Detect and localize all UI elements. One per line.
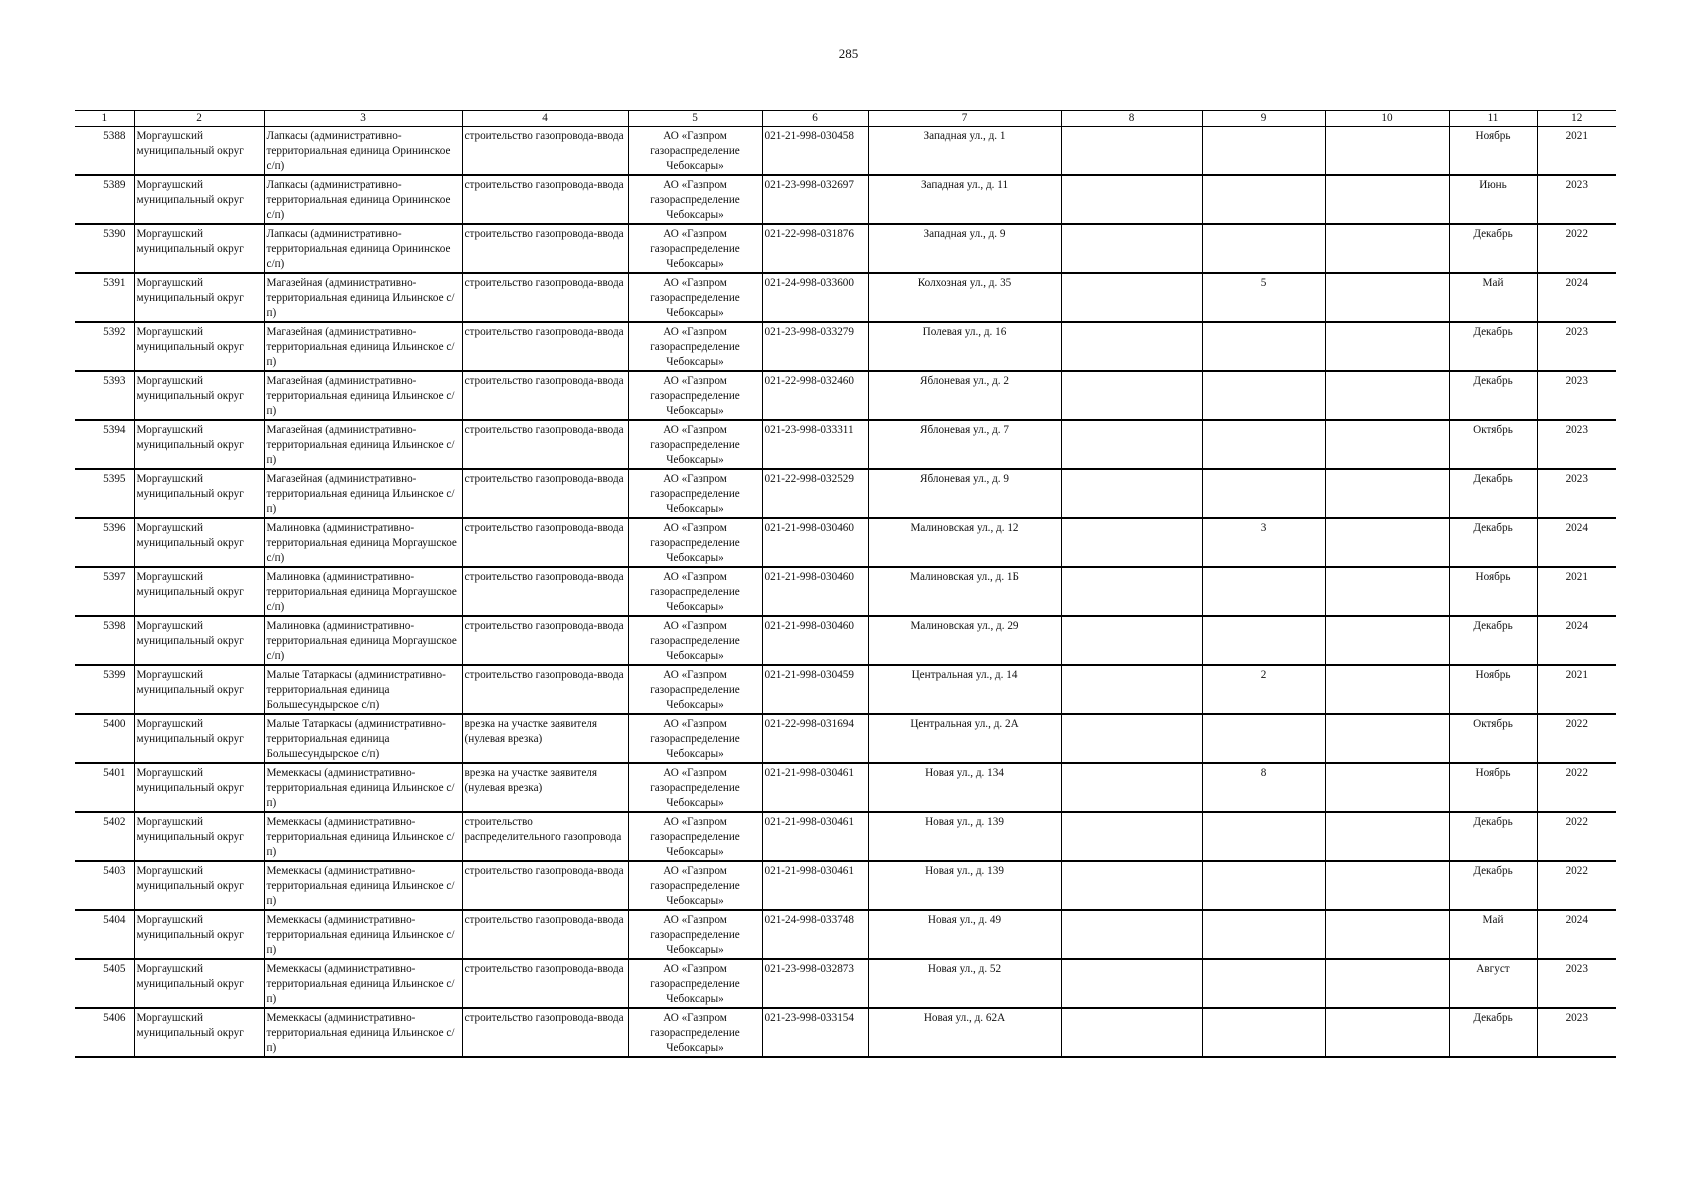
row-number-cell: 5399 <box>75 665 134 714</box>
application-code-cell: 021-23-998-033279 <box>762 322 868 371</box>
column-10-cell <box>1325 910 1449 959</box>
district-cell: Моргаушский муниципальный округ <box>134 420 264 469</box>
month-cell: Декабрь <box>1449 469 1537 518</box>
address-cell: Новая ул., д. 139 <box>868 861 1061 910</box>
work-type-cell: строительство газопровода-ввода <box>462 567 628 616</box>
organization-cell: АО «Газпром газораспределение Чебоксары» <box>628 763 762 812</box>
application-code-cell: 021-23-998-033311 <box>762 420 868 469</box>
organization-cell: АО «Газпром газораспределение Чебоксары» <box>628 910 762 959</box>
work-type-cell: врезка на участке заявителя (нулевая врезка) <box>462 763 628 812</box>
column-header: 11 <box>1449 111 1537 127</box>
application-code-cell: 021-23-998-033154 <box>762 1008 868 1057</box>
application-code-cell: 021-21-998-030458 <box>762 127 868 176</box>
settlement-cell: Малиновка (административно-территориальная единица Моргаушское с/п) <box>264 518 462 567</box>
row-number-cell: 5400 <box>75 714 134 763</box>
work-type-cell: строительство газопровода-ввода <box>462 1008 628 1057</box>
table-row <box>75 420 1616 469</box>
district-cell: Моргаушский муниципальный округ <box>134 224 264 273</box>
district-cell: Моргаушский муниципальный округ <box>134 763 264 812</box>
column-9-cell <box>1202 371 1325 420</box>
district-cell: Моргаушский муниципальный округ <box>134 1008 264 1057</box>
work-type-cell: строительство газопровода-ввода <box>462 616 628 665</box>
work-type-cell: строительство газопровода-ввода <box>462 127 628 176</box>
column-8-cell <box>1061 371 1202 420</box>
address-cell: Западная ул., д. 11 <box>868 175 1061 224</box>
row-number-cell: 5395 <box>75 469 134 518</box>
column-8-cell <box>1061 224 1202 273</box>
district-cell: Моргаушский муниципальный округ <box>134 567 264 616</box>
table-row <box>75 763 1616 812</box>
address-cell: Западная ул., д. 9 <box>868 224 1061 273</box>
organization-cell: АО «Газпром газораспределение Чебоксары» <box>628 420 762 469</box>
column-header: 2 <box>134 111 264 127</box>
district-cell: Моргаушский муниципальный округ <box>134 371 264 420</box>
column-10-cell <box>1325 273 1449 322</box>
district-cell: Моргаушский муниципальный округ <box>134 910 264 959</box>
address-cell: Малиновская ул., д. 12 <box>868 518 1061 567</box>
organization-cell: АО «Газпром газораспределение Чебоксары» <box>628 518 762 567</box>
year-cell: 2024 <box>1537 616 1616 665</box>
settlement-cell: Мемеккасы (административно-территориальная единица Ильинское с/п) <box>264 959 462 1008</box>
table-row <box>75 714 1616 763</box>
application-code-cell: 021-22-998-032529 <box>762 469 868 518</box>
table-row <box>75 1008 1616 1057</box>
column-10-cell <box>1325 1008 1449 1057</box>
column-header: 7 <box>868 111 1061 127</box>
district-cell: Моргаушский муниципальный округ <box>134 127 264 176</box>
column-header: 8 <box>1061 111 1202 127</box>
row-number-cell: 5394 <box>75 420 134 469</box>
column-8-cell <box>1061 1008 1202 1057</box>
table-row <box>75 812 1616 861</box>
work-type-cell: строительство газопровода-ввода <box>462 959 628 1008</box>
column-10-cell <box>1325 714 1449 763</box>
column-header: 4 <box>462 111 628 127</box>
application-code-cell: 021-21-998-030460 <box>762 518 868 567</box>
month-cell: Декабрь <box>1449 224 1537 273</box>
year-cell: 2023 <box>1537 959 1616 1008</box>
row-number-cell: 5396 <box>75 518 134 567</box>
district-cell: Моргаушский муниципальный округ <box>134 322 264 371</box>
column-10-cell <box>1325 959 1449 1008</box>
column-9-cell <box>1202 910 1325 959</box>
application-code-cell: 021-21-998-030460 <box>762 567 868 616</box>
column-header: 1 <box>75 111 134 127</box>
month-cell: Ноябрь <box>1449 567 1537 616</box>
organization-cell: АО «Газпром газораспределение Чебоксары» <box>628 175 762 224</box>
table-row <box>75 518 1616 567</box>
year-cell: 2024 <box>1537 518 1616 567</box>
year-cell: 2023 <box>1537 371 1616 420</box>
settlement-cell: Мемеккасы (административно-территориальная единица Ильинское с/п) <box>264 861 462 910</box>
application-code-cell: 021-24-998-033748 <box>762 910 868 959</box>
address-cell: Новая ул., д. 134 <box>868 763 1061 812</box>
column-9-cell <box>1202 224 1325 273</box>
settlement-cell: Мемеккасы (административно-территориальная единица Ильинское с/п) <box>264 812 462 861</box>
column-9-cell <box>1202 861 1325 910</box>
column-header: 3 <box>264 111 462 127</box>
address-cell: Колхозная ул., д. 35 <box>868 273 1061 322</box>
month-cell: Ноябрь <box>1449 127 1537 176</box>
work-type-cell: строительство газопровода-ввода <box>462 420 628 469</box>
row-number-cell: 5389 <box>75 175 134 224</box>
column-8-cell <box>1061 518 1202 567</box>
district-cell: Моргаушский муниципальный округ <box>134 273 264 322</box>
month-cell: Ноябрь <box>1449 665 1537 714</box>
column-header: 9 <box>1202 111 1325 127</box>
month-cell: Июнь <box>1449 175 1537 224</box>
application-code-cell: 021-21-998-030460 <box>762 616 868 665</box>
column-header: 6 <box>762 111 868 127</box>
table-row <box>75 959 1616 1008</box>
settlement-cell: Магазейная (административно-территориальная единица Ильинское с/п) <box>264 371 462 420</box>
application-code-cell: 021-23-998-032697 <box>762 175 868 224</box>
settlement-cell: Малые Татаркасы (административно-территориальная единица Большесундырское с/п) <box>264 665 462 714</box>
year-cell: 2023 <box>1537 322 1616 371</box>
month-cell: Декабрь <box>1449 812 1537 861</box>
address-cell: Полевая ул., д. 16 <box>868 322 1061 371</box>
column-8-cell <box>1061 910 1202 959</box>
column-8-cell <box>1061 665 1202 714</box>
column-8-cell <box>1061 567 1202 616</box>
table-row <box>75 273 1616 322</box>
month-cell: Октябрь <box>1449 714 1537 763</box>
address-cell: Центральная ул., д. 14 <box>868 665 1061 714</box>
month-cell: Ноябрь <box>1449 763 1537 812</box>
column-9-cell <box>1202 127 1325 176</box>
column-10-cell <box>1325 567 1449 616</box>
month-cell: Декабрь <box>1449 616 1537 665</box>
column-10-cell <box>1325 175 1449 224</box>
year-cell: 2023 <box>1537 469 1616 518</box>
column-10-cell <box>1325 224 1449 273</box>
month-cell: Октябрь <box>1449 420 1537 469</box>
column-8-cell <box>1061 714 1202 763</box>
settlement-cell: Лапкасы (административно-территориальная единица Орининское с/п) <box>264 127 462 176</box>
month-cell: Декабрь <box>1449 371 1537 420</box>
work-type-cell: строительство газопровода-ввода <box>462 518 628 567</box>
column-10-cell <box>1325 861 1449 910</box>
address-cell: Западная ул., д. 1 <box>868 127 1061 176</box>
column-9-cell <box>1202 567 1325 616</box>
year-cell: 2021 <box>1537 127 1616 176</box>
column-9-cell <box>1202 322 1325 371</box>
organization-cell: АО «Газпром газораспределение Чебоксары» <box>628 616 762 665</box>
row-number-cell: 5392 <box>75 322 134 371</box>
year-cell: 2022 <box>1537 861 1616 910</box>
table-row <box>75 322 1616 371</box>
column-9-cell: 5 <box>1202 273 1325 322</box>
settlement-cell: Малиновка (административно-территориальная единица Моргаушское с/п) <box>264 616 462 665</box>
column-10-cell <box>1325 518 1449 567</box>
work-type-cell: строительство распределительного газопровода <box>462 812 628 861</box>
column-9-cell <box>1202 1008 1325 1057</box>
row-number-cell: 5403 <box>75 861 134 910</box>
application-code-cell: 021-22-998-031694 <box>762 714 868 763</box>
table-row <box>75 469 1616 518</box>
work-type-cell: врезка на участке заявителя (нулевая врезка) <box>462 714 628 763</box>
column-8-cell <box>1061 420 1202 469</box>
table-row <box>75 665 1616 714</box>
work-type-cell: строительство газопровода-ввода <box>462 371 628 420</box>
column-10-cell <box>1325 420 1449 469</box>
month-cell: Май <box>1449 910 1537 959</box>
month-cell: Декабрь <box>1449 322 1537 371</box>
column-8-cell <box>1061 322 1202 371</box>
district-cell: Моргаушский муниципальный округ <box>134 665 264 714</box>
application-code-cell: 021-24-998-033600 <box>762 273 868 322</box>
month-cell: Декабрь <box>1449 1008 1537 1057</box>
column-header: 12 <box>1537 111 1616 127</box>
table-row <box>75 224 1616 273</box>
settlement-cell: Малые Татаркасы (административно-территориальная единица Большесундырское с/п) <box>264 714 462 763</box>
address-cell: Малиновская ул., д. 1Б <box>868 567 1061 616</box>
work-type-cell: строительство газопровода-ввода <box>462 469 628 518</box>
row-number-cell: 5390 <box>75 224 134 273</box>
district-cell: Моргаушский муниципальный округ <box>134 812 264 861</box>
table-row <box>75 616 1616 665</box>
column-9-cell: 8 <box>1202 763 1325 812</box>
district-cell: Моргаушский муниципальный округ <box>134 959 264 1008</box>
month-cell: Декабрь <box>1449 518 1537 567</box>
settlement-cell: Магазейная (административно-территориальная единица Ильинское с/п) <box>264 273 462 322</box>
address-cell: Яблоневая ул., д. 9 <box>868 469 1061 518</box>
column-9-cell <box>1202 616 1325 665</box>
page-number: 285 <box>838 46 859 61</box>
month-cell: Май <box>1449 273 1537 322</box>
organization-cell: АО «Газпром газораспределение Чебоксары» <box>628 714 762 763</box>
column-9-cell <box>1202 714 1325 763</box>
organization-cell: АО «Газпром газораспределение Чебоксары» <box>628 127 762 176</box>
column-10-cell <box>1325 469 1449 518</box>
settlement-cell: Мемеккасы (административно-территориальная единица Ильинское с/п) <box>264 763 462 812</box>
column-9-cell <box>1202 175 1325 224</box>
year-cell: 2024 <box>1537 910 1616 959</box>
column-8-cell <box>1061 273 1202 322</box>
column-8-cell <box>1061 959 1202 1008</box>
work-type-cell: строительство газопровода-ввода <box>462 665 628 714</box>
column-8-cell <box>1061 616 1202 665</box>
address-cell: Новая ул., д. 139 <box>868 812 1061 861</box>
settlement-cell: Лапкасы (административно-территориальная единица Орининское с/п) <box>264 175 462 224</box>
row-number-cell: 5405 <box>75 959 134 1008</box>
column-9-cell <box>1202 812 1325 861</box>
organization-cell: АО «Газпром газораспределение Чебоксары» <box>628 322 762 371</box>
district-cell: Моргаушский муниципальный округ <box>134 861 264 910</box>
address-cell: Новая ул., д. 49 <box>868 910 1061 959</box>
work-type-cell: строительство газопровода-ввода <box>462 224 628 273</box>
row-number-cell: 5404 <box>75 910 134 959</box>
year-cell: 2023 <box>1537 175 1616 224</box>
application-code-cell: 021-21-998-030459 <box>762 665 868 714</box>
application-code-cell: 021-21-998-030461 <box>762 763 868 812</box>
settlement-cell: Малиновка (административно-территориальная единица Моргаушское с/п) <box>264 567 462 616</box>
month-cell: Декабрь <box>1449 861 1537 910</box>
work-type-cell: строительство газопровода-ввода <box>462 861 628 910</box>
column-header: 10 <box>1325 111 1449 127</box>
organization-cell: АО «Газпром газораспределение Чебоксары» <box>628 1008 762 1057</box>
table-row <box>75 127 1616 176</box>
row-number-cell: 5402 <box>75 812 134 861</box>
column-8-cell <box>1061 763 1202 812</box>
district-cell: Моргаушский муниципальный округ <box>134 616 264 665</box>
year-cell: 2022 <box>1537 812 1616 861</box>
column-9-cell <box>1202 959 1325 1008</box>
district-cell: Моргаушский муниципальный округ <box>134 518 264 567</box>
month-cell: Август <box>1449 959 1537 1008</box>
district-cell: Моргаушский муниципальный округ <box>134 714 264 763</box>
application-code-cell: 021-23-998-032873 <box>762 959 868 1008</box>
district-cell: Моргаушский муниципальный округ <box>134 175 264 224</box>
address-cell: Новая ул., д. 52 <box>868 959 1061 1008</box>
column-10-cell <box>1325 322 1449 371</box>
column-header: 5 <box>628 111 762 127</box>
row-number-cell: 5401 <box>75 763 134 812</box>
year-cell: 2022 <box>1537 224 1616 273</box>
year-cell: 2021 <box>1537 665 1616 714</box>
address-cell: Новая ул., д. 62А <box>868 1008 1061 1057</box>
column-8-cell <box>1061 469 1202 518</box>
table-row <box>75 567 1616 616</box>
table-row <box>75 175 1616 224</box>
settlement-cell: Мемеккасы (административно-территориальная единица Ильинское с/п) <box>264 910 462 959</box>
gasification-table <box>75 110 1616 1058</box>
organization-cell: АО «Газпром газораспределение Чебоксары» <box>628 371 762 420</box>
application-code-cell: 021-22-998-032460 <box>762 371 868 420</box>
settlement-cell: Магазейная (административно-территориальная единица Ильинское с/п) <box>264 469 462 518</box>
work-type-cell: строительство газопровода-ввода <box>462 322 628 371</box>
row-number-cell: 5398 <box>75 616 134 665</box>
column-8-cell <box>1061 861 1202 910</box>
work-type-cell: строительство газопровода-ввода <box>462 273 628 322</box>
year-cell: 2023 <box>1537 1008 1616 1057</box>
year-cell: 2022 <box>1537 714 1616 763</box>
organization-cell: АО «Газпром газораспределение Чебоксары» <box>628 959 762 1008</box>
address-cell: Малиновская ул., д. 29 <box>868 616 1061 665</box>
column-number-row <box>75 111 1616 127</box>
table-row <box>75 861 1616 910</box>
row-number-cell: 5393 <box>75 371 134 420</box>
organization-cell: АО «Газпром газораспределение Чебоксары» <box>628 665 762 714</box>
address-cell: Яблоневая ул., д. 2 <box>868 371 1061 420</box>
column-8-cell <box>1061 175 1202 224</box>
column-9-cell <box>1202 469 1325 518</box>
column-10-cell <box>1325 665 1449 714</box>
column-10-cell <box>1325 616 1449 665</box>
column-10-cell <box>1325 371 1449 420</box>
table-row <box>75 910 1616 959</box>
settlement-cell: Магазейная (административно-территориальная единица Ильинское с/п) <box>264 420 462 469</box>
table-body <box>75 127 1616 1058</box>
work-type-cell: строительство газопровода-ввода <box>462 910 628 959</box>
column-10-cell <box>1325 763 1449 812</box>
address-cell: Центральная ул., д. 2А <box>868 714 1061 763</box>
application-code-cell: 021-21-998-030461 <box>762 861 868 910</box>
column-8-cell <box>1061 127 1202 176</box>
settlement-cell: Магазейная (административно-территориальная единица Ильинское с/п) <box>264 322 462 371</box>
year-cell: 2021 <box>1537 567 1616 616</box>
district-cell: Моргаушский муниципальный округ <box>134 469 264 518</box>
table-row <box>75 371 1616 420</box>
work-type-cell: строительство газопровода-ввода <box>462 175 628 224</box>
address-cell: Яблоневая ул., д. 7 <box>868 420 1061 469</box>
row-number-cell: 5397 <box>75 567 134 616</box>
column-9-cell <box>1202 420 1325 469</box>
organization-cell: АО «Газпром газораспределение Чебоксары» <box>628 469 762 518</box>
year-cell: 2024 <box>1537 273 1616 322</box>
organization-cell: АО «Газпром газораспределение Чебоксары» <box>628 861 762 910</box>
application-code-cell: 021-21-998-030461 <box>762 812 868 861</box>
column-9-cell: 2 <box>1202 665 1325 714</box>
row-number-cell: 5388 <box>75 127 134 176</box>
column-10-cell <box>1325 127 1449 176</box>
column-10-cell <box>1325 812 1449 861</box>
settlement-cell: Мемеккасы (административно-территориальная единица Ильинское с/п) <box>264 1008 462 1057</box>
organization-cell: АО «Газпром газораспределение Чебоксары» <box>628 812 762 861</box>
row-number-cell: 5391 <box>75 273 134 322</box>
year-cell: 2023 <box>1537 420 1616 469</box>
settlement-cell: Лапкасы (административно-территориальная единица Орининское с/п) <box>264 224 462 273</box>
column-9-cell: 3 <box>1202 518 1325 567</box>
organization-cell: АО «Газпром газораспределение Чебоксары» <box>628 567 762 616</box>
column-8-cell <box>1061 812 1202 861</box>
application-code-cell: 021-22-998-031876 <box>762 224 868 273</box>
year-cell: 2022 <box>1537 763 1616 812</box>
organization-cell: АО «Газпром газораспределение Чебоксары» <box>628 224 762 273</box>
row-number-cell: 5406 <box>75 1008 134 1057</box>
organization-cell: АО «Газпром газораспределение Чебоксары» <box>628 273 762 322</box>
